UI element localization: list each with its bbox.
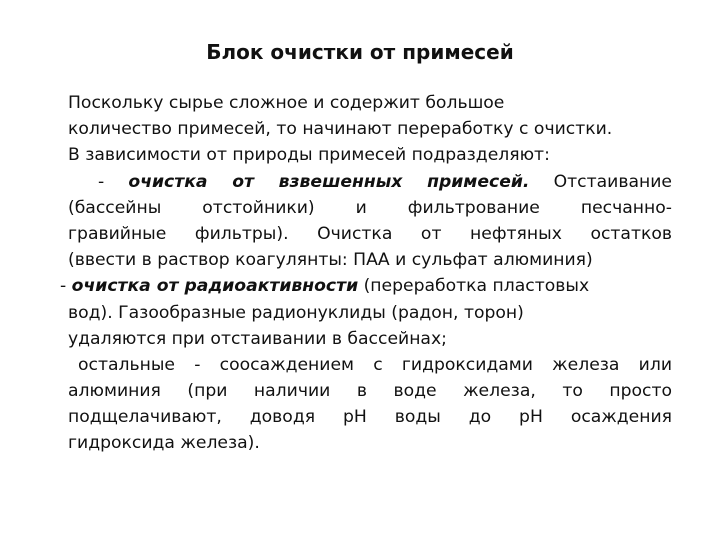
slide-title: Блок очистки от примесей bbox=[206, 40, 514, 64]
body-text: количество примесей, то начинают переработку с очистки. bbox=[68, 119, 613, 140]
body-line bbox=[68, 221, 672, 247]
body-line bbox=[68, 378, 672, 404]
emphasis-text: очистка от радиоактивности bbox=[71, 276, 359, 297]
body-text: гидроксида железа). bbox=[68, 433, 260, 454]
body-text: алюминия (при наличии в воде железа, то просто bbox=[68, 381, 672, 402]
body-text: гравийные фильтры). Очистка от нефтяных остатков bbox=[68, 223, 672, 244]
body-text: Отстаивание bbox=[529, 171, 672, 192]
emphasis-text: очистка от взвешенных примесей. bbox=[128, 171, 530, 192]
body-text: (бассейны отстойники) и фильтрование песчанно- bbox=[68, 197, 672, 218]
body-text: (ввести в раствор коагулянты: ПАА и сульфат алюминия) bbox=[68, 250, 593, 271]
body-line bbox=[68, 326, 672, 352]
body-text: В зависимости от природы примесей подразделяют: bbox=[68, 145, 550, 166]
body-line bbox=[68, 142, 672, 168]
body-text: (переработка пластовых bbox=[358, 276, 590, 297]
body-line bbox=[68, 247, 672, 273]
body-line bbox=[68, 90, 672, 116]
body-line bbox=[60, 273, 672, 299]
body-line bbox=[68, 404, 672, 430]
slide-body bbox=[60, 90, 672, 457]
body-line bbox=[98, 169, 672, 195]
body-line bbox=[68, 430, 672, 456]
body-text: удаляются при отстаивании в бассейнах; bbox=[68, 328, 447, 349]
body-line bbox=[68, 195, 672, 221]
body-text: - bbox=[98, 171, 129, 192]
body-text: - bbox=[60, 276, 72, 297]
body-line bbox=[68, 116, 672, 142]
body-text: остальные - соосаждением с гидроксидами железа или bbox=[78, 354, 672, 375]
body-line bbox=[68, 300, 672, 326]
body-text: Поскольку сырье сложное и содержит большое bbox=[68, 93, 505, 113]
body-text: подщелачивают, доводя рН воды до рН осаждения bbox=[68, 407, 672, 428]
body-line bbox=[78, 352, 672, 378]
body-text: вод). Газообразные радионуклиды (радон, торон) bbox=[68, 302, 524, 323]
